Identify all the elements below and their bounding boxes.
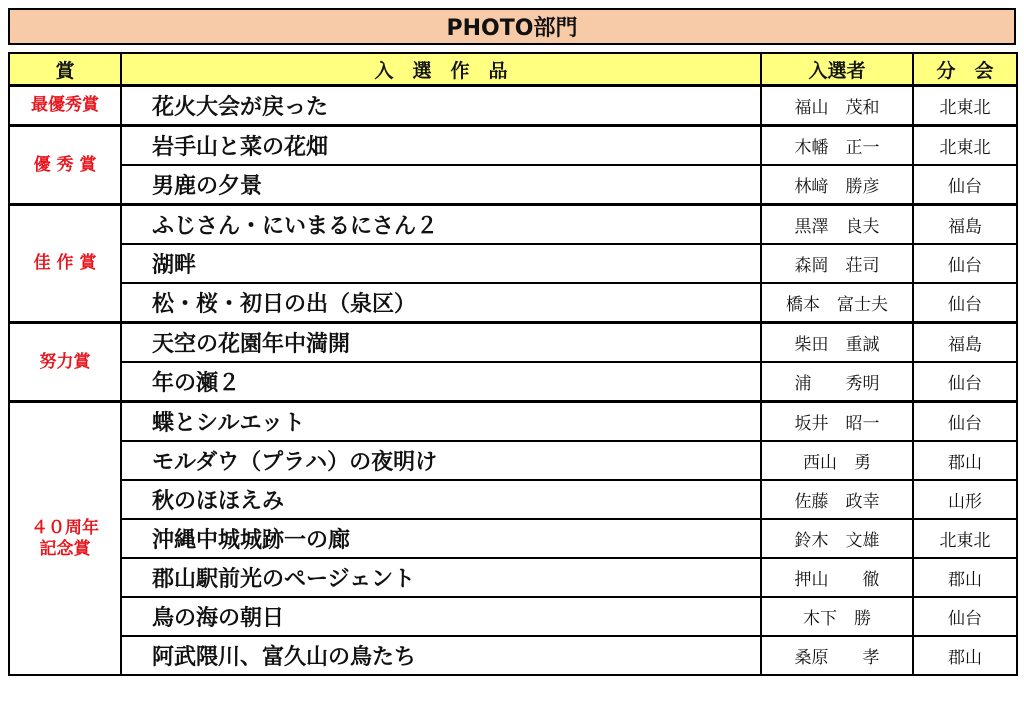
- winner-name: 福山 茂和: [761, 86, 913, 126]
- branch-name: 郡山: [913, 636, 1017, 675]
- work-title: 天空の花園年中満開: [121, 323, 761, 363]
- branch-name: 北東北: [913, 519, 1017, 558]
- branch-name: 北東北: [913, 126, 1017, 166]
- branch-name: 福島: [913, 205, 1017, 245]
- work-title: 湖畔: [121, 244, 761, 283]
- work-title: 郡山駅前光のページェント: [121, 558, 761, 597]
- branch-name: 北東北: [913, 86, 1017, 126]
- winner-name: 木下 勝: [761, 597, 913, 636]
- branch-name: 福島: [913, 323, 1017, 363]
- award-label: 最優秀賞: [9, 86, 121, 126]
- award-label: ４０周年 記念賞: [9, 402, 121, 676]
- awards-body: [9, 86, 1017, 676]
- branch-name: 郡山: [913, 441, 1017, 480]
- branch-name: 仙台: [913, 244, 1017, 283]
- work-title: 岩手山と菜の花畑: [121, 126, 761, 166]
- work-title: ふじさん・にいまるにさん２: [121, 205, 761, 245]
- winner-name: 森岡 荘司: [761, 244, 913, 283]
- winner-name: 鈴木 文雄: [761, 519, 913, 558]
- section-title: PHOTO部門: [8, 8, 1016, 45]
- table-row: [9, 283, 1017, 323]
- branch-name: 郡山: [913, 558, 1017, 597]
- winner-name: 柴田 重誠: [761, 323, 913, 363]
- winner-name: 橋本 富士夫: [761, 283, 913, 323]
- work-title: モルダウ（プラハ）の夜明け: [121, 441, 761, 480]
- work-title: 蝶とシルエット: [121, 402, 761, 442]
- table-row: [9, 402, 1017, 442]
- table-row: [9, 165, 1017, 205]
- work-title: 阿武隈川、富久山の鳥たち: [121, 636, 761, 675]
- award-label: 優 秀 賞: [9, 126, 121, 205]
- table-row: [9, 597, 1017, 636]
- table-row: [9, 636, 1017, 675]
- work-title: 年の瀬２: [121, 362, 761, 402]
- winner-name: 西山 勇: [761, 441, 913, 480]
- branch-name: 仙台: [913, 597, 1017, 636]
- table-row: [9, 558, 1017, 597]
- award-label: 佳 作 賞: [9, 205, 121, 323]
- branch-name: 山形: [913, 480, 1017, 519]
- branch-column-header: 分 会: [913, 53, 1017, 86]
- table-row: [9, 441, 1017, 480]
- work-title: 松・桜・初日の出（泉区）: [121, 283, 761, 323]
- winner-name: 桑原 孝: [761, 636, 913, 675]
- branch-name: 仙台: [913, 362, 1017, 402]
- winner-column-header: 入選者: [761, 53, 913, 86]
- winner-name: 黒澤 良夫: [761, 205, 913, 245]
- table-row: [9, 323, 1017, 363]
- winner-name: 押山 徹: [761, 558, 913, 597]
- work-title: 秋のほほえみ: [121, 480, 761, 519]
- branch-name: 仙台: [913, 402, 1017, 442]
- work-title: 鳥の海の朝日: [121, 597, 761, 636]
- work-title: 沖縄中城城跡一の廊: [121, 519, 761, 558]
- table-row: [9, 244, 1017, 283]
- awards-table: [8, 52, 1018, 676]
- winner-name: 林﨑 勝彦: [761, 165, 913, 205]
- work-title: 男鹿の夕景: [121, 165, 761, 205]
- winner-name: 木幡 正一: [761, 126, 913, 166]
- table-row: [9, 126, 1017, 166]
- winner-name: 佐藤 政幸: [761, 480, 913, 519]
- table-row: [9, 362, 1017, 402]
- branch-name: 仙台: [913, 165, 1017, 205]
- table-row: [9, 86, 1017, 126]
- award-label: 努力賞: [9, 323, 121, 402]
- table-row: [9, 519, 1017, 558]
- work-title: 花火大会が戻った: [121, 86, 761, 126]
- header-row: [9, 53, 1017, 86]
- winner-name: 坂井 昭一: [761, 402, 913, 442]
- table-row: [9, 480, 1017, 519]
- winner-name: 浦 秀明: [761, 362, 913, 402]
- branch-name: 仙台: [913, 283, 1017, 323]
- work-column-header: 入 選 作 品: [121, 53, 761, 86]
- award-column-header: 賞: [9, 53, 121, 86]
- table-row: [9, 205, 1017, 245]
